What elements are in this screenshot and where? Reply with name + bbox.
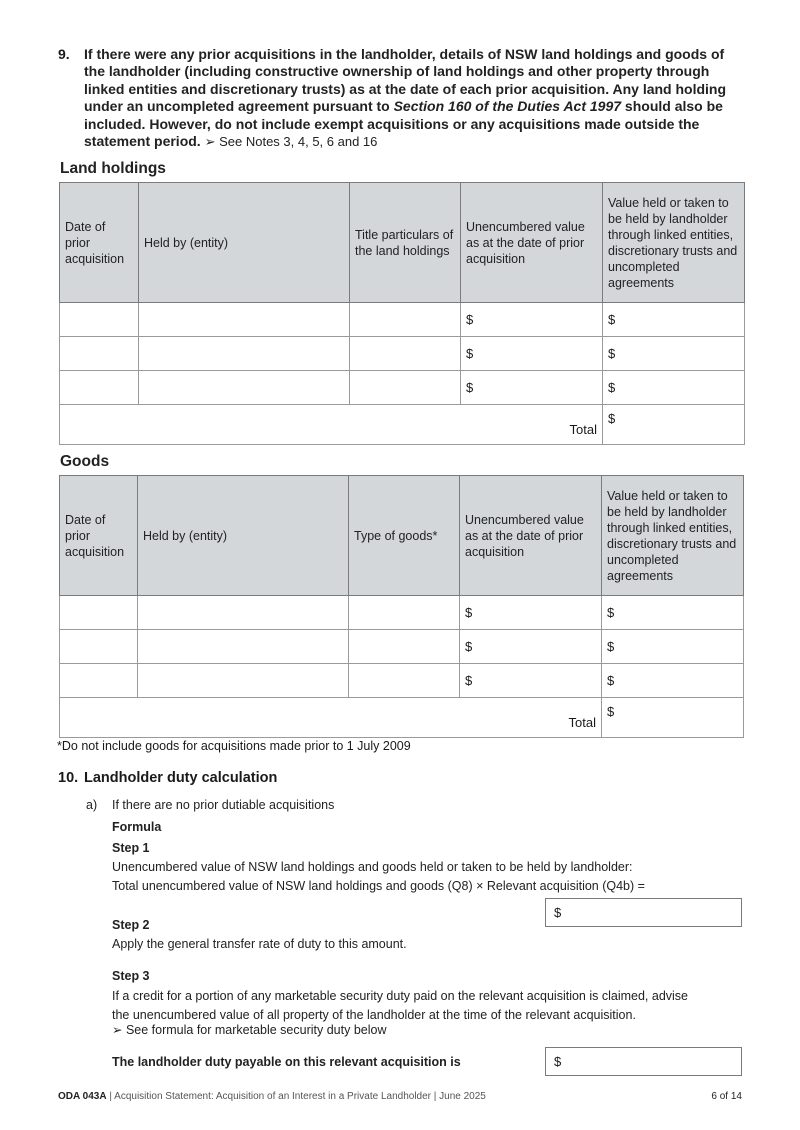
currency-symbol: $ xyxy=(554,905,562,920)
unencumbered-value-field[interactable] xyxy=(461,337,603,371)
linked-value-field[interactable] xyxy=(603,371,745,405)
currency-symbol: $ xyxy=(466,379,474,395)
header-date: Date of prior acquisition xyxy=(60,476,138,596)
title-field[interactable] xyxy=(350,337,461,371)
unencumbered-value-field[interactable] xyxy=(461,303,603,337)
step-1-line-1: Unencumbered value of NSW land holdings and goods held or taken to be held by landholder: xyxy=(112,860,633,874)
type-field[interactable] xyxy=(349,664,460,698)
currency-symbol: $ xyxy=(608,379,616,395)
total-label: Total xyxy=(60,405,603,445)
type-field[interactable] xyxy=(349,596,460,630)
sub-item-label: a) xyxy=(86,798,98,812)
held-by-field[interactable] xyxy=(139,371,350,405)
date-field[interactable] xyxy=(60,303,139,337)
header-date: Date of prior acquisition xyxy=(60,183,139,303)
linked-value-field[interactable] xyxy=(603,337,745,371)
section-reference: Section 160 of the Duties Act 1997 xyxy=(393,98,622,115)
held-by-field[interactable] xyxy=(139,337,350,371)
formula-label: Formula xyxy=(112,820,162,834)
currency-symbol: $ xyxy=(465,638,473,654)
held-by-field[interactable] xyxy=(138,664,349,698)
linked-value-field[interactable] xyxy=(602,664,744,698)
unencumbered-value-field[interactable] xyxy=(460,630,602,664)
currency-symbol: $ xyxy=(607,604,615,620)
header-unencumbered-value: Unencumbered value as at the date of prior acquisition xyxy=(461,183,603,303)
unencumbered-value-field[interactable] xyxy=(461,371,603,405)
currency-symbol: $ xyxy=(466,345,474,361)
total-value-field[interactable] xyxy=(602,698,744,738)
goods-table xyxy=(59,475,744,738)
held-by-field[interactable] xyxy=(138,596,349,630)
linked-value-field[interactable] xyxy=(602,596,744,630)
step-3-note: ➢ See formula for marketable security duty below xyxy=(112,1023,387,1037)
step-3-title: Step 3 xyxy=(112,969,150,983)
step-1-title: Step 1 xyxy=(112,841,150,855)
question-10-heading xyxy=(58,770,277,786)
type-field[interactable] xyxy=(349,630,460,664)
currency-symbol: $ xyxy=(554,1054,562,1069)
duty-payable-field[interactable] xyxy=(545,1047,742,1076)
sub-item-text: If there are no prior dutiable acquisitions xyxy=(112,798,335,812)
currency-symbol: $ xyxy=(465,604,473,620)
date-field[interactable] xyxy=(60,630,138,664)
currency-symbol: $ xyxy=(608,411,616,426)
question-9 xyxy=(58,46,748,150)
header-linked-value: Value held or taken to be held by landholder through linked entities, discretionary trusts and uncompleted agreements xyxy=(603,183,745,303)
table-header-row xyxy=(60,476,744,596)
land-holdings-title: Land holdings xyxy=(60,160,166,177)
goods-title: Goods xyxy=(60,453,110,470)
total-value-field[interactable] xyxy=(603,405,745,445)
currency-symbol: $ xyxy=(466,311,474,327)
step-2-title: Step 2 xyxy=(112,918,150,932)
page-footer xyxy=(58,1091,742,1102)
step-3-line-2: the unencumbered value of all property of the landholder at the time of the relevant acquisition. xyxy=(112,1008,636,1022)
table-row xyxy=(60,371,745,405)
page-number: 6 of 14 xyxy=(711,1091,742,1102)
date-field[interactable] xyxy=(60,596,138,630)
currency-symbol: $ xyxy=(607,672,615,688)
date-field[interactable] xyxy=(60,337,139,371)
goods-footnote: *Do not include goods for acquisitions made prior to 1 July 2009 xyxy=(57,739,411,753)
unencumbered-value-field[interactable] xyxy=(460,664,602,698)
table-row xyxy=(60,303,745,337)
question-text-part: If there were any prior acquisitions in the landholder, details of NSW land holdings and goods of the landholder (including constructive ownership of land holdings and other property through linked entities and discretionary trusts) as at the date of each prior acquisition. Any land holding under an uncompleted agreement pursuant to xyxy=(84,46,727,115)
land-holdings-table xyxy=(59,182,745,445)
step-1-amount-field[interactable] xyxy=(545,898,742,927)
table-row xyxy=(60,630,744,664)
held-by-field[interactable] xyxy=(138,630,349,664)
table-row xyxy=(60,664,744,698)
table-row xyxy=(60,596,744,630)
header-type-of-goods: Type of goods* xyxy=(349,476,460,596)
form-title: | Acquisition Statement: Acquisition of an Interest in a Private Landholder | June 2025 xyxy=(106,1091,486,1102)
total-row xyxy=(60,698,744,738)
currency-symbol: $ xyxy=(608,311,616,327)
form-code: ODA 043A xyxy=(58,1091,107,1102)
table-row xyxy=(60,337,745,371)
date-field[interactable] xyxy=(60,371,139,405)
question-title: Landholder duty calculation xyxy=(84,770,278,786)
title-field[interactable] xyxy=(350,371,461,405)
step-2-text: Apply the general transfer rate of duty to this amount. xyxy=(112,937,407,951)
header-held-by: Held by (entity) xyxy=(139,183,350,303)
held-by-field[interactable] xyxy=(139,303,350,337)
question-number: 9. xyxy=(58,46,70,62)
currency-symbol: $ xyxy=(607,638,615,654)
header-unencumbered-value: Unencumbered value as at the date of prior acquisition xyxy=(460,476,602,596)
title-field[interactable] xyxy=(350,303,461,337)
linked-value-field[interactable] xyxy=(602,630,744,664)
table-header-row xyxy=(60,183,745,303)
total-row xyxy=(60,405,745,445)
question-9-text xyxy=(84,46,748,150)
linked-value-field[interactable] xyxy=(603,303,745,337)
duty-payable-label: The landholder duty payable on this relevant acquisition is xyxy=(112,1055,461,1069)
header-held-by: Held by (entity) xyxy=(138,476,349,596)
date-field[interactable] xyxy=(60,664,138,698)
header-title-particulars: Title particulars of the land holdings xyxy=(350,183,461,303)
question-text-part: should also be included. However, do not include exempt acquisitions or any acquisitions made outside the statement period. xyxy=(84,98,723,150)
currency-symbol: $ xyxy=(608,345,616,361)
header-linked-value: Value held or taken to be held by landholder through linked entities, discretionary trusts and uncompleted agreements xyxy=(602,476,744,596)
step-3-line-1: If a credit for a portion of any marketable security duty paid on the relevant acquisition is claimed, advise xyxy=(112,989,688,1003)
question-number: 10. xyxy=(58,770,79,786)
step-1-line-2: Total unencumbered value of NSW land holdings and goods (Q8) × Relevant acquisition (Q4b) = xyxy=(112,879,645,893)
currency-symbol: $ xyxy=(465,672,473,688)
unencumbered-value-field[interactable] xyxy=(460,596,602,630)
currency-symbol: $ xyxy=(607,704,615,719)
notes-reference: ➢ See Notes 3, 4, 5, 6 and 16 xyxy=(204,134,378,150)
total-label: Total xyxy=(60,698,602,738)
